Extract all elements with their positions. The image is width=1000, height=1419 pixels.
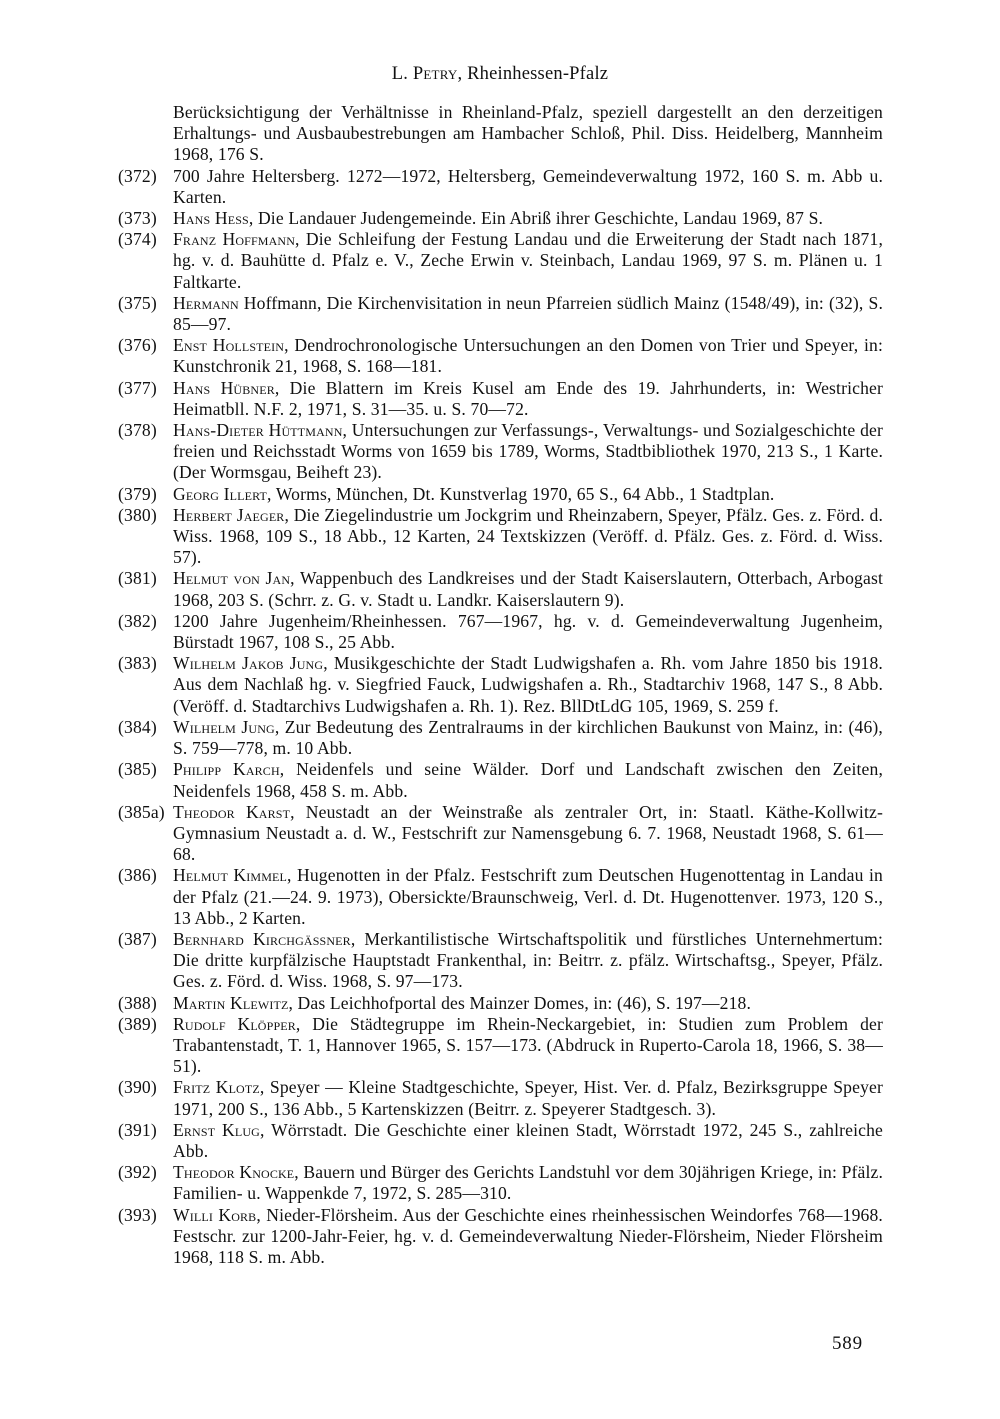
entry-number: (388) [118,992,157,1013]
entry-number: (374) [118,229,157,250]
entry-number: (393) [118,1204,157,1225]
entry-number: (390) [118,1077,157,1098]
bibliography-entry [118,717,883,759]
entry-number: (385) [118,759,157,780]
bibliography-entry [118,865,883,929]
entry-body [173,484,883,505]
bibliography-entry [118,759,883,801]
entry-author: Willi Korb [173,1204,257,1225]
bibliography-list [118,102,883,1268]
entry-author: Helmut Kimmel [173,865,287,886]
entry-body [173,929,883,993]
bibliography-entry [118,378,883,420]
entry-body [173,229,883,293]
bibliography-entry [118,568,883,610]
entry-author: Theodor Karst [173,801,291,822]
bibliography-entry [118,505,883,569]
bibliography-entry [118,335,883,377]
entry-number: (385a) [118,801,165,822]
entry-text: , Zur Bedeutung des Zentralraums in der kirchlichen Baukunst von Mainz, in: (46), S. 759—778, m. 10 Abb. [173,716,883,759]
entry-number: (383) [118,653,157,674]
entry-text: , Neidenfels und seine Wälder. Dorf und Landschaft zwischen den Zeiten, Neidenfels 1968, 458 S. m. Abb. [173,759,883,801]
bibliography-entry [118,1205,883,1269]
header-author: L. Petry [391,64,458,84]
bibliography-entry [118,802,883,866]
entry-number: (392) [118,1162,157,1183]
entry-text: , Nieder-Flörsheim. Aus der Geschichte eines rheinhessischen Weindorfes 768—1968. Festschr. zur 1200-Jahr-Feier, hg. v. d. Gemeindeverwaltung Nieder-Flörsheim, Nieder Flörsheim 1968, 118 S. m. Abb. [173,1204,883,1267]
entry-author: Ernst Klug [173,1119,260,1140]
entry-text: , Wappenbuch des Landkreises und der Stadt Kaiserslautern, Otterbach, Arbogast 1968, 203 S. (Schrr. z. G. v. Stadt u. Landkr. Kaiserslautern 9). [173,568,883,610]
bibliography-entry [118,420,883,484]
entry-number: (377) [118,377,157,398]
entry-body [173,611,883,653]
bibliography-entry [118,993,883,1014]
entry-body [173,993,883,1014]
entry-number: (391) [118,1119,157,1140]
bibliography-entry [118,1014,883,1078]
entry-text: , Hugenotten in der Pfalz. Festschrift zum Deutschen Hugenottentag in Landau in der Pfalz (21.—24. 9. 1973), Obersickte/Braunschweig, Verl. d. Dt. Hugenottenver. 1973, 120 S., 13 Abb., 2 Karten. [173,865,883,928]
entry-author: Martin Klewitz [173,992,289,1013]
entry-text: , Die Schleifung der Festung Landau und die Erweiterung der Stadt nach 1871, hg. v. d. Bauhütte d. Pfalz e. V., Zeche Erwin v. Steinbach, Landau 1969, 97 S. m. Plänen u. 1 Faltkarte. [173,229,883,292]
header-title: Rheinhessen-Pfalz [467,64,609,84]
entry-text: 700 Jahre Heltersberg. 1272—1972, Heltersberg, Gemeindeverwaltung 1972, 160 S. m. Abb u. Karten. [173,165,883,207]
entry-text: , Worms, München, Dt. Kunstverlag 1970, 65 S., 64 Abb., 1 Stadtplan. [267,483,775,504]
entry-number: (373) [118,208,157,229]
entry-body [173,568,883,610]
page-number: 589 [832,1333,863,1354]
entry-text: , Die Blattern im Kreis Kusel am Ende des 19. Jahrhunderts, in: Westricher Heimatbll. N.F. 2, 1971, S. 31—35. u. S. 70—72. [173,377,883,419]
bibliography-entry [118,611,883,653]
bibliography-entry [118,1120,883,1162]
entry-number: (380) [118,504,157,525]
bibliography-entry [118,102,883,166]
entry-number: (384) [118,716,157,737]
entry-number: (389) [118,1013,157,1034]
entry-author: Bernhard Kirchgässner [173,928,351,949]
entry-author: Rudolf Klöpper [173,1013,296,1034]
bibliography-entry [118,166,883,208]
entry-number: (375) [118,292,157,313]
entry-text: , Neustadt an der Weinstraße als zentraler Ort, in: Staatl. Käthe-Kollwitz-Gymnasium Neustadt a. d. W., Festschrift zur Namensgebung 6. 7. 1968, Neustadt 1968, S. 61—68. [173,801,883,865]
entry-text: , Wörrstadt. Die Geschichte einer kleinen Stadt, Wörrstadt 1972, 245 S., zahlreiche Abb. [173,1119,883,1161]
entry-author: Hermann [173,292,239,313]
entry-body [173,420,883,484]
entry-author: Fritz Klotz [173,1077,260,1098]
entry-text: , Speyer — Kleine Stadtgeschichte, Speyer, Hist. Ver. d. Pfalz, Bezirksgruppe Speyer 1971, 200 S., 136 Abb., 5 Kartenskizzen (Beitrr. z. Speyerer Stadtgesch. 3). [173,1077,884,1119]
bibliography-entry [118,1162,883,1204]
entry-author: Helmut von Jan [173,568,291,589]
bibliography-entry [118,293,883,335]
entry-body [173,717,883,759]
entry-body [173,293,883,335]
entry-text: Hoffmann, Die Kirchenvisitation in neun Pfarreien südlich Mainz (1548/49), in: (32), S. 85—97. [173,292,883,335]
entry-author: Hans-Dieter Hüttmann [173,420,343,441]
entry-number: (372) [118,165,157,186]
entry-body [173,102,883,166]
entry-author: Hans Hess [173,208,249,229]
entry-text: , Untersuchungen zur Verfassungs-, Verwaltungs- und Sozialgeschichte der freien und Reichsstadt Worms von 1659 bis 1789, Worms, Stadtbibliothek 1970, 213 S., 1 Karte. (Der Wormsgau, Beiheft 23). [173,420,883,483]
entry-body [173,1162,883,1204]
bibliography-entry [118,229,883,293]
entry-body [173,378,883,420]
entry-author: Hans Hübner [173,377,275,398]
entry-body [173,1120,883,1162]
entry-author: Georg Illert [173,483,268,504]
entry-number: (382) [118,610,157,631]
bibliography-entry [118,929,883,993]
entry-number: (379) [118,483,157,504]
entry-text: 1200 Jahre Jugenheim/Rheinhessen. 767—1967, hg. v. d. Gemeindeverwaltung Jugenheim, Bürstadt 1967, 108 S., 25 Abb. [173,610,883,653]
entry-text: , Das Leichhofportal des Mainzer Domes, in: (46), S. 197—218. [288,992,752,1013]
entry-body [173,865,883,929]
entry-number: (376) [118,335,157,356]
entry-author: Franz Hoffmann [173,229,296,250]
entry-body [173,653,883,717]
entry-text: , Musikgeschichte der Stadt Ludwigshafen a. Rh. vom Jahre 1850 bis 1918. Aus dem Nachlaß hg. v. Siegfried Fauck, Ludwigshafen a. Rh., Stadtarchiv 1968, 147 S., 8 Abb. (Veröff. d. Stadtarchivs Ludwigshafen a. Rh. 1). Rez. BllDtLdG 105, 1969, S. 259 f. [173,653,883,716]
running-head [0,64,1000,85]
entry-text: , Die Städtegruppe im Rhein-Neckargebiet, in: Studien zum Problem der Trabantenstadt, T. 1, Hannover 1965, S. 157—173. (Abdruck in Ruperto-Carola 18, 1966, S. 38—51). [173,1013,883,1077]
entry-body [173,1077,883,1119]
entry-number: (387) [118,928,157,949]
entry-author: Wilhelm Jakob Jung [173,653,324,674]
bibliography-entry [118,484,883,505]
entry-text: , Die Ziegelindustrie um Jockgrim und Rheinzabern, Speyer, Pfälz. Ges. z. Förd. d. Wiss. 1968, 109 S., 18 Abb., 12 Karten, 24 Textskizzen (Veröff. d. Pfälz. Ges. z. Förd. d. Wiss. 57). [173,504,883,568]
entry-author: Wilhelm Jung [173,716,275,737]
entry-body [173,166,883,208]
entry-body [173,208,883,229]
header-separator: , [457,64,468,84]
entry-body [173,1014,883,1078]
entry-author: Philipp Karch [173,759,280,780]
entry-body [173,1205,883,1269]
entry-author: Herbert Jaeger [173,504,285,525]
entry-body [173,759,883,801]
entry-author: Enst Hollstein [173,335,285,356]
entry-text: , Dendrochronologische Untersuchungen an den Domen von Trier und Speyer, in: Kunstchronik 21, 1968, S. 168—181. [173,335,883,377]
bibliography-entry [118,653,883,717]
entry-body [173,802,883,866]
entry-author: Theodor Knocke [173,1162,295,1183]
entry-text: Berücksichtigung der Verhältnisse in Rheinland-Pfalz, speziell dargestellt an den derzeitigen Erhaltungs- und Ausbaubestrebungen am Hambacher Schloß, Phil. Diss. Heidelberg, Mannheim 1968, 176 S. [173,102,883,165]
entry-text: , Die Landauer Judengemeinde. Ein Abriß ihrer Geschichte, Landau 1969, 87 S. [248,208,824,229]
entry-text: , Bauern und Bürger des Gerichts Landstuhl vor dem 30jährigen Kriege, in: Pfälz. Familien- u. Wappenkde 7, 1972, S. 285—310. [173,1162,884,1204]
bibliography-entry [118,208,883,229]
entry-body [173,505,883,569]
entry-body [173,335,883,377]
bibliography-entry [118,1077,883,1119]
entry-number: (386) [118,865,157,886]
entry-number: (381) [118,568,157,589]
entry-number: (378) [118,420,157,441]
entry-text: , Merkantilistische Wirtschaftspolitik und fürstliches Unternehmertum: Die dritte kurpfälzische Hauptstadt Frankenthal, in: Beitrr. z. pfälz. Wirtschaftsg., Speyer, Pfälz. Ges. z. Förd. d. Wiss. 1968, S. 97—173. [173,928,884,992]
